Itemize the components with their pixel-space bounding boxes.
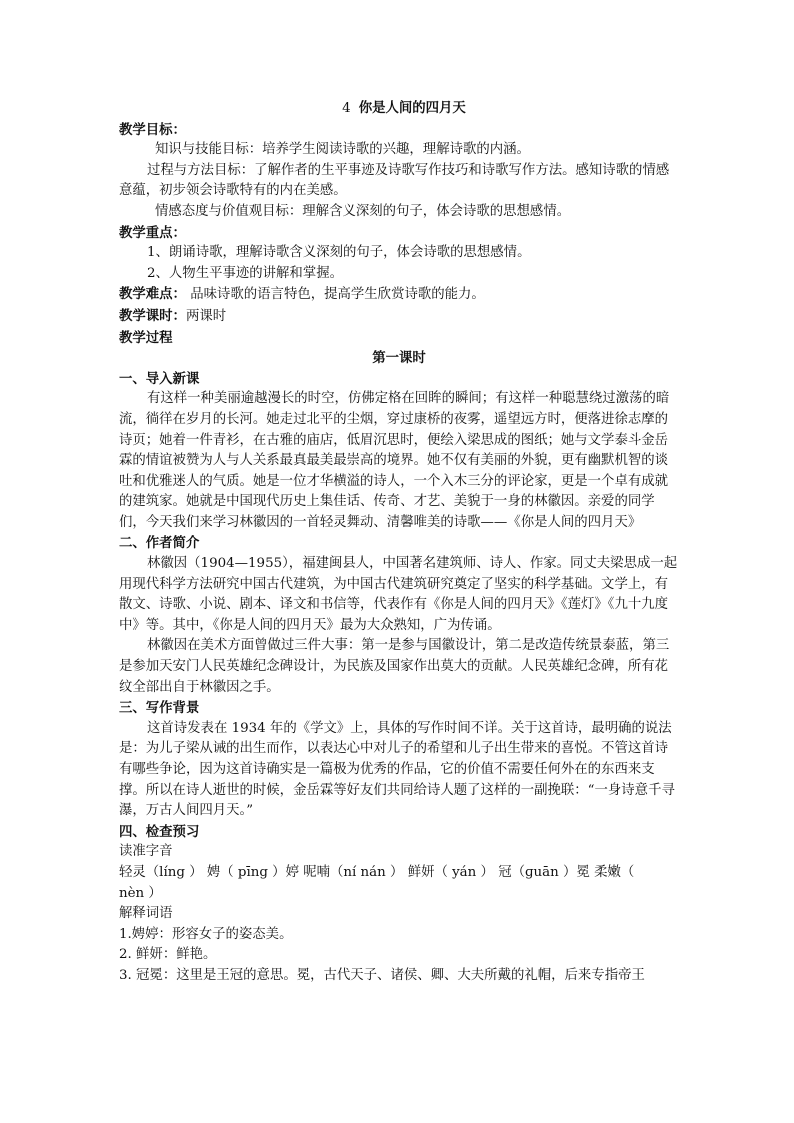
hours-heading: 教学课时： [119, 307, 186, 324]
lesson-number: 4 [342, 101, 351, 116]
objective-knowledge: 知识与技能目标：培养学生阅读诗歌的兴趣，理解诗歌的内涵。 [155, 142, 530, 158]
vocabulary-heading: 解释词语 [119, 906, 173, 922]
difficulty-text: 品味诗歌的语言特色，提高学生欣赏诗歌的能力。 [185, 287, 485, 303]
key-point-1: 1、朗诵诗歌，理解诗歌含义深刻的句子，体会诗歌的思想感情。 [147, 245, 531, 261]
section2-paragraph-2: 林徽因在美术方面曾做过三件大事：第一是参与国徽设计，第二是改造传统景泰蓝，第三是参加天安门人民英雄纪念碑设计，为民族及国家作出莫大的贡献。人民英雄纪念碑，所有花纹全部出自于林徽因之手。 [119, 638, 670, 695]
lesson-one-heading: 第一课时 [372, 350, 426, 367]
section2-heading: 二、作者简介 [119, 535, 200, 552]
section1-heading: 一、导入新课 [119, 370, 200, 387]
lesson-title-text: 你是人间的四月天 [358, 100, 466, 116]
key-point-2: 2、人物生平事迹的讲解和掌握。 [147, 265, 343, 281]
section1-text: 有这样一种美丽逾越漫长的时空，仿佛定格在回眸的瞬间；有这样一种聪慧绕过激荡的暗流，徜徉在岁月的长河。她走过北平的尘烟，穿过康桥的夜雾，遥望远方时，便落进徐志摩的诗页；她着一件青衫，在古雅的庙店，低眉沉思时，便绘入梁思成的图纸；她与文学泰斗金岳霖的情谊被赞为人与人关系最真最美最崇高的境界。她不仅有美丽的外貌，更有幽默机智的谈吐和优雅迷人的气质。她是一位才华横溢的诗人，一个入木三分的评论家，更是一个卓有成就的建筑家。她就是中国现代历史上集佳话、传奇、才艺、美貌于一身的林徽因。亲爱的同学们，今天我们来学习林徽因的一首轻灵舞动、清馨唯美的诗歌——《你是人间的四月天》 [119, 391, 670, 530]
pronunciation-line-2: nèn ） [119, 885, 162, 901]
vocabulary-item: 2. 鲜妍：鲜艳。 [119, 947, 217, 963]
hours-line [119, 306, 679, 328]
pronunciation-heading: 读准字音 [119, 844, 173, 860]
pronunciation-line-1: 轻灵（líng ） 娉（ pīng ）婷 呢喃（ní nán ） 鲜妍（ yán ） 冠（ɡuān ）冕 柔嫩（ [119, 864, 635, 880]
objective-emotion: 情感态度与价值观目标：理解含义深刻的句子，体会诗歌的思想感情。 [155, 203, 571, 219]
document-page [119, 98, 679, 987]
section3-text: 这首诗发表在 1934 年的《学文》上，具体的写作时间不详。关于这首诗，最明确的说法是：为儿子梁从诫的出生而作，以表达心中对儿子的希望和儿子出生带来的喜悦。不管这首诗有哪些争论，因为这首诗确实是一篇极为优秀的作品，它的价值不需要任何外在的东西来支撑。所以在诗人逝世的时候，金岳霖等好友们共同给诗人题了这样的一副挽联：“一身诗意千寻瀑，万古人间四月天。” [119, 720, 675, 819]
lesson-title [119, 98, 679, 120]
key-points-heading: 教学重点： [119, 224, 186, 241]
section3-heading: 三、写作背景 [119, 700, 200, 717]
section2-paragraph-1: 林徽因（1904—1955），福建闽县人，中国著名建筑师、诗人、作家。同丈夫梁思成一起用现代科学方法研究中国古代建筑，为中国古代建筑研究奠定了坚实的科学基础。文学上，有散文、诗歌、小说、剧本、译文和书信等，代表作有《你是人间的四月天》《莲灯》《九十九度中》等。其中，《你是人间的四月天》最为大众熟知，广为传诵。 [119, 556, 678, 633]
vocabulary-item: 1.娉婷：形容女子的姿态美。 [119, 926, 293, 942]
difficulty-line [119, 284, 679, 306]
process-heading: 教学过程 [119, 329, 173, 346]
vocabulary-item: 3. 冠冕：这里是王冠的意思。冕，古代天子、诸侯、卿、大夫所戴的礼帽，后来专指帝王 [119, 967, 645, 983]
difficulty-heading: 教学难点： [119, 286, 186, 303]
objective-process: 过程与方法目标：了解作者的生平事迹及诗歌写作技巧和诗歌写作方法。感知诗歌的情感意蕴，初步领会诗歌特有的内在美感。 [119, 162, 670, 199]
objectives-heading: 教学目标： [119, 121, 186, 138]
section4-heading: 四、检查预习 [119, 823, 200, 840]
hours-text: 两课时 [185, 308, 227, 324]
